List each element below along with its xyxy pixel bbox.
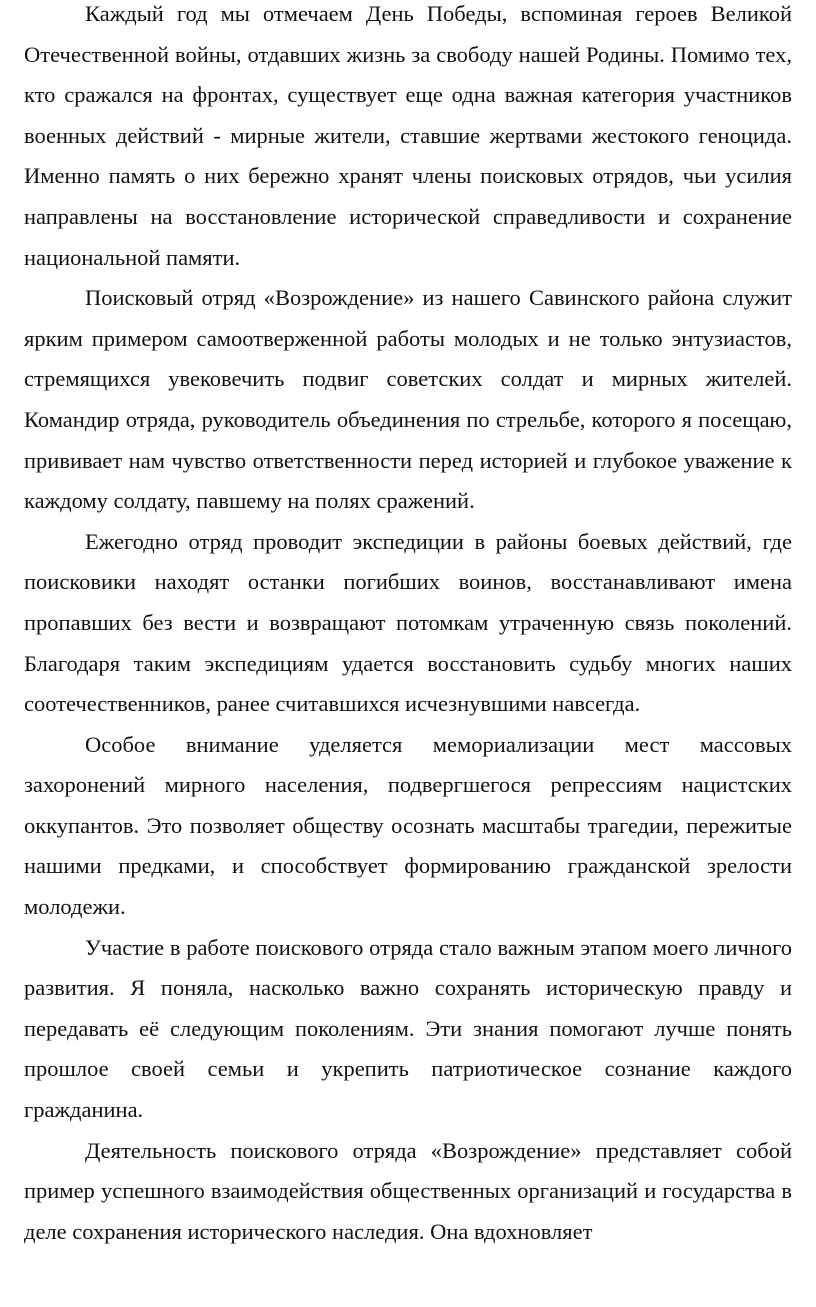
paragraph-personal-development: Участие в работе поискового отряда стало важным этапом моего личного развития. Я поняла, насколько важно сохранять историческую правду и передавать её следующим поколениям. Эти знания помогают лучше понять прошлое своей семьи и укрепить патриотическое сознание каждого гражданина.	[24, 934, 792, 1123]
paragraph-search-squad: Поисковый отряд «Возрождение» из нашего Савинского района служит ярким примером самоотверженной работы молодых и не только энтузиастов, стремящихся увековечить подвиг советских солдат и мирных жителей. Командир отряда, руководитель объединения по стрельбе, которого я посещаю, прививает нам чувство ответственности перед историей и глубокое уважение к каждому солдату, павшему на полях сражений.	[24, 285, 792, 514]
paragraph-victory-day: Каждый год мы отмечаем День Победы, вспоминая героев Великой Отечественной войны, отдавших жизнь за свободу нашей Родины. Помимо тех, кто сражался на фронтах, существует еще одна важная категория участников военных действий - мирные жители, ставшие жертвами жестокого геноцида. Именно память о них бережно хранят члены поисковых отрядов, чьи усилия направлены на восстановление исторической справедливости и сохранение национальной памяти.	[24, 1, 792, 270]
paragraph-cooperation: Деятельность поискового отряда «Возрождение» представляет собой пример успешного взаимодействия общественных организаций и государства в деле сохранения исторического наследия. Она вдохновляет	[24, 1137, 792, 1244]
paragraph-memorialization: Особое внимание уделяется мемориализации мест массовых захоронений мирного населения, подвергшегося репрессиям нацистских оккупантов. Это позволяет обществу осознать масштабы трагедии, пережитые нашими предками, и способствует формированию гражданской зрелости молодежи.	[24, 731, 792, 920]
document-page	[24, 0, 792, 1252]
paragraph-expeditions: Ежегодно отряд проводит экспедиции в районы боевых действий, где поисковики находят останки погибших воинов, восстанавливают имена пропавших без вести и возвращают потомкам утраченную связь поколений. Благодаря таким экспедициям удается восстановить судьбу многих наших соотечественников, ранее считавшихся исчезнувшими навсегда.	[24, 528, 792, 717]
